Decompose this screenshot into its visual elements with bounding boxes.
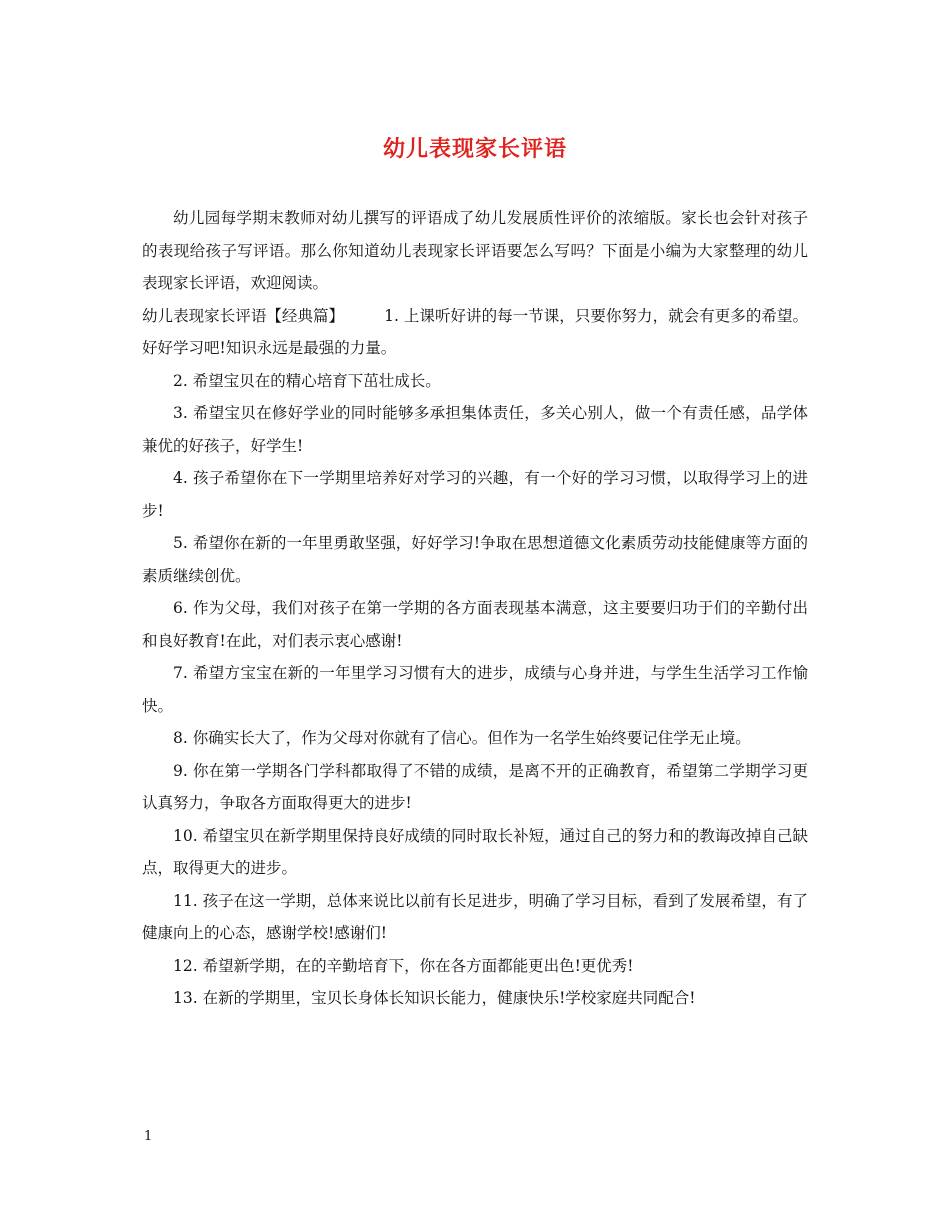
document-body bbox=[142, 202, 808, 1015]
list-item: 10. 希望宝贝在新学期里保持良好成绩的同时取长补短，通过自己的努力和的教诲改掉自己缺点，取得更大的进步。 bbox=[142, 826, 808, 877]
list-item-1: 1. 上课听好讲的每一节课，只要你努力，就会有更多的希望。好好学习吧!知识永远是最强的力量。 bbox=[142, 306, 808, 357]
list-item: 6. 作为父母，我们对孩子在第一学期的各方面表现基本满意，这主要要归功于们的辛勤付出和良好教育!在此，对们表示衷心感谢! bbox=[142, 599, 808, 650]
list-item: 4. 孩子希望你在下一学期里培养好对学习的兴趣，有一个好的学习习惯，以取得学习上的进步! bbox=[142, 469, 808, 520]
list-item: 2. 希望宝贝在的精心培育下茁壮成长。 bbox=[173, 371, 441, 390]
list-item: 8. 你确实长大了，作为父母对你就有了信心。但作为一名学生始终要记住学无止境。 bbox=[173, 729, 751, 747]
section-paragraph bbox=[142, 300, 808, 365]
page-number: 1 bbox=[144, 1129, 153, 1144]
list-item: 9. 你在第一学期各门学科都取得了不错的成绩，是离不开的正确教育，希望第二学期学习更认真努力，争取各方面取得更大的进步! bbox=[142, 761, 808, 812]
list-item: 7. 希望方宝宝在新的一年里学习习惯有大的进步，成绩与心身并进，与学生生活学习工作愉快。 bbox=[142, 664, 808, 715]
list-item: 13. 在新的学期里，宝贝长身体长知识长能力，健康快乐!学校家庭共同配合! bbox=[173, 989, 696, 1007]
document-title: 幼儿表现家长评语 bbox=[382, 136, 567, 162]
list-item: 5. 希望你在新的一年里勇敢坚强，好好学习!争取在思想道德文化素质劳动技能健康等方面的素质继续创优。 bbox=[142, 534, 808, 585]
intro-paragraph: 幼儿园每学期末教师对幼儿撰写的评语成了幼儿发展质性评价的浓缩版。家长也会针对孩子的表现给孩子写评语。那么你知道幼儿表现家长评语要怎么写吗？下面是小编为大家整理的幼儿表现家长评语，欢迎阅读。 bbox=[142, 209, 808, 292]
list-item: 3. 希望宝贝在修好学业的同时能够多承担集体责任，多关心别人，做一个有责任感，品学体兼优的好孩子，好学生! bbox=[142, 404, 808, 455]
section-heading: 幼儿表现家长评语【经典篇】 bbox=[142, 306, 345, 325]
list-item: 12. 希望新学期，在的辛勤培育下，你在各方面都能更出色!更优秀! bbox=[173, 956, 634, 975]
list-item: 11. 孩子在这一学期，总体来说比以前有长足进步，明确了学习目标，看到了发展希望，有了健康向上的心态，感谢学校!感谢们! bbox=[142, 891, 808, 942]
